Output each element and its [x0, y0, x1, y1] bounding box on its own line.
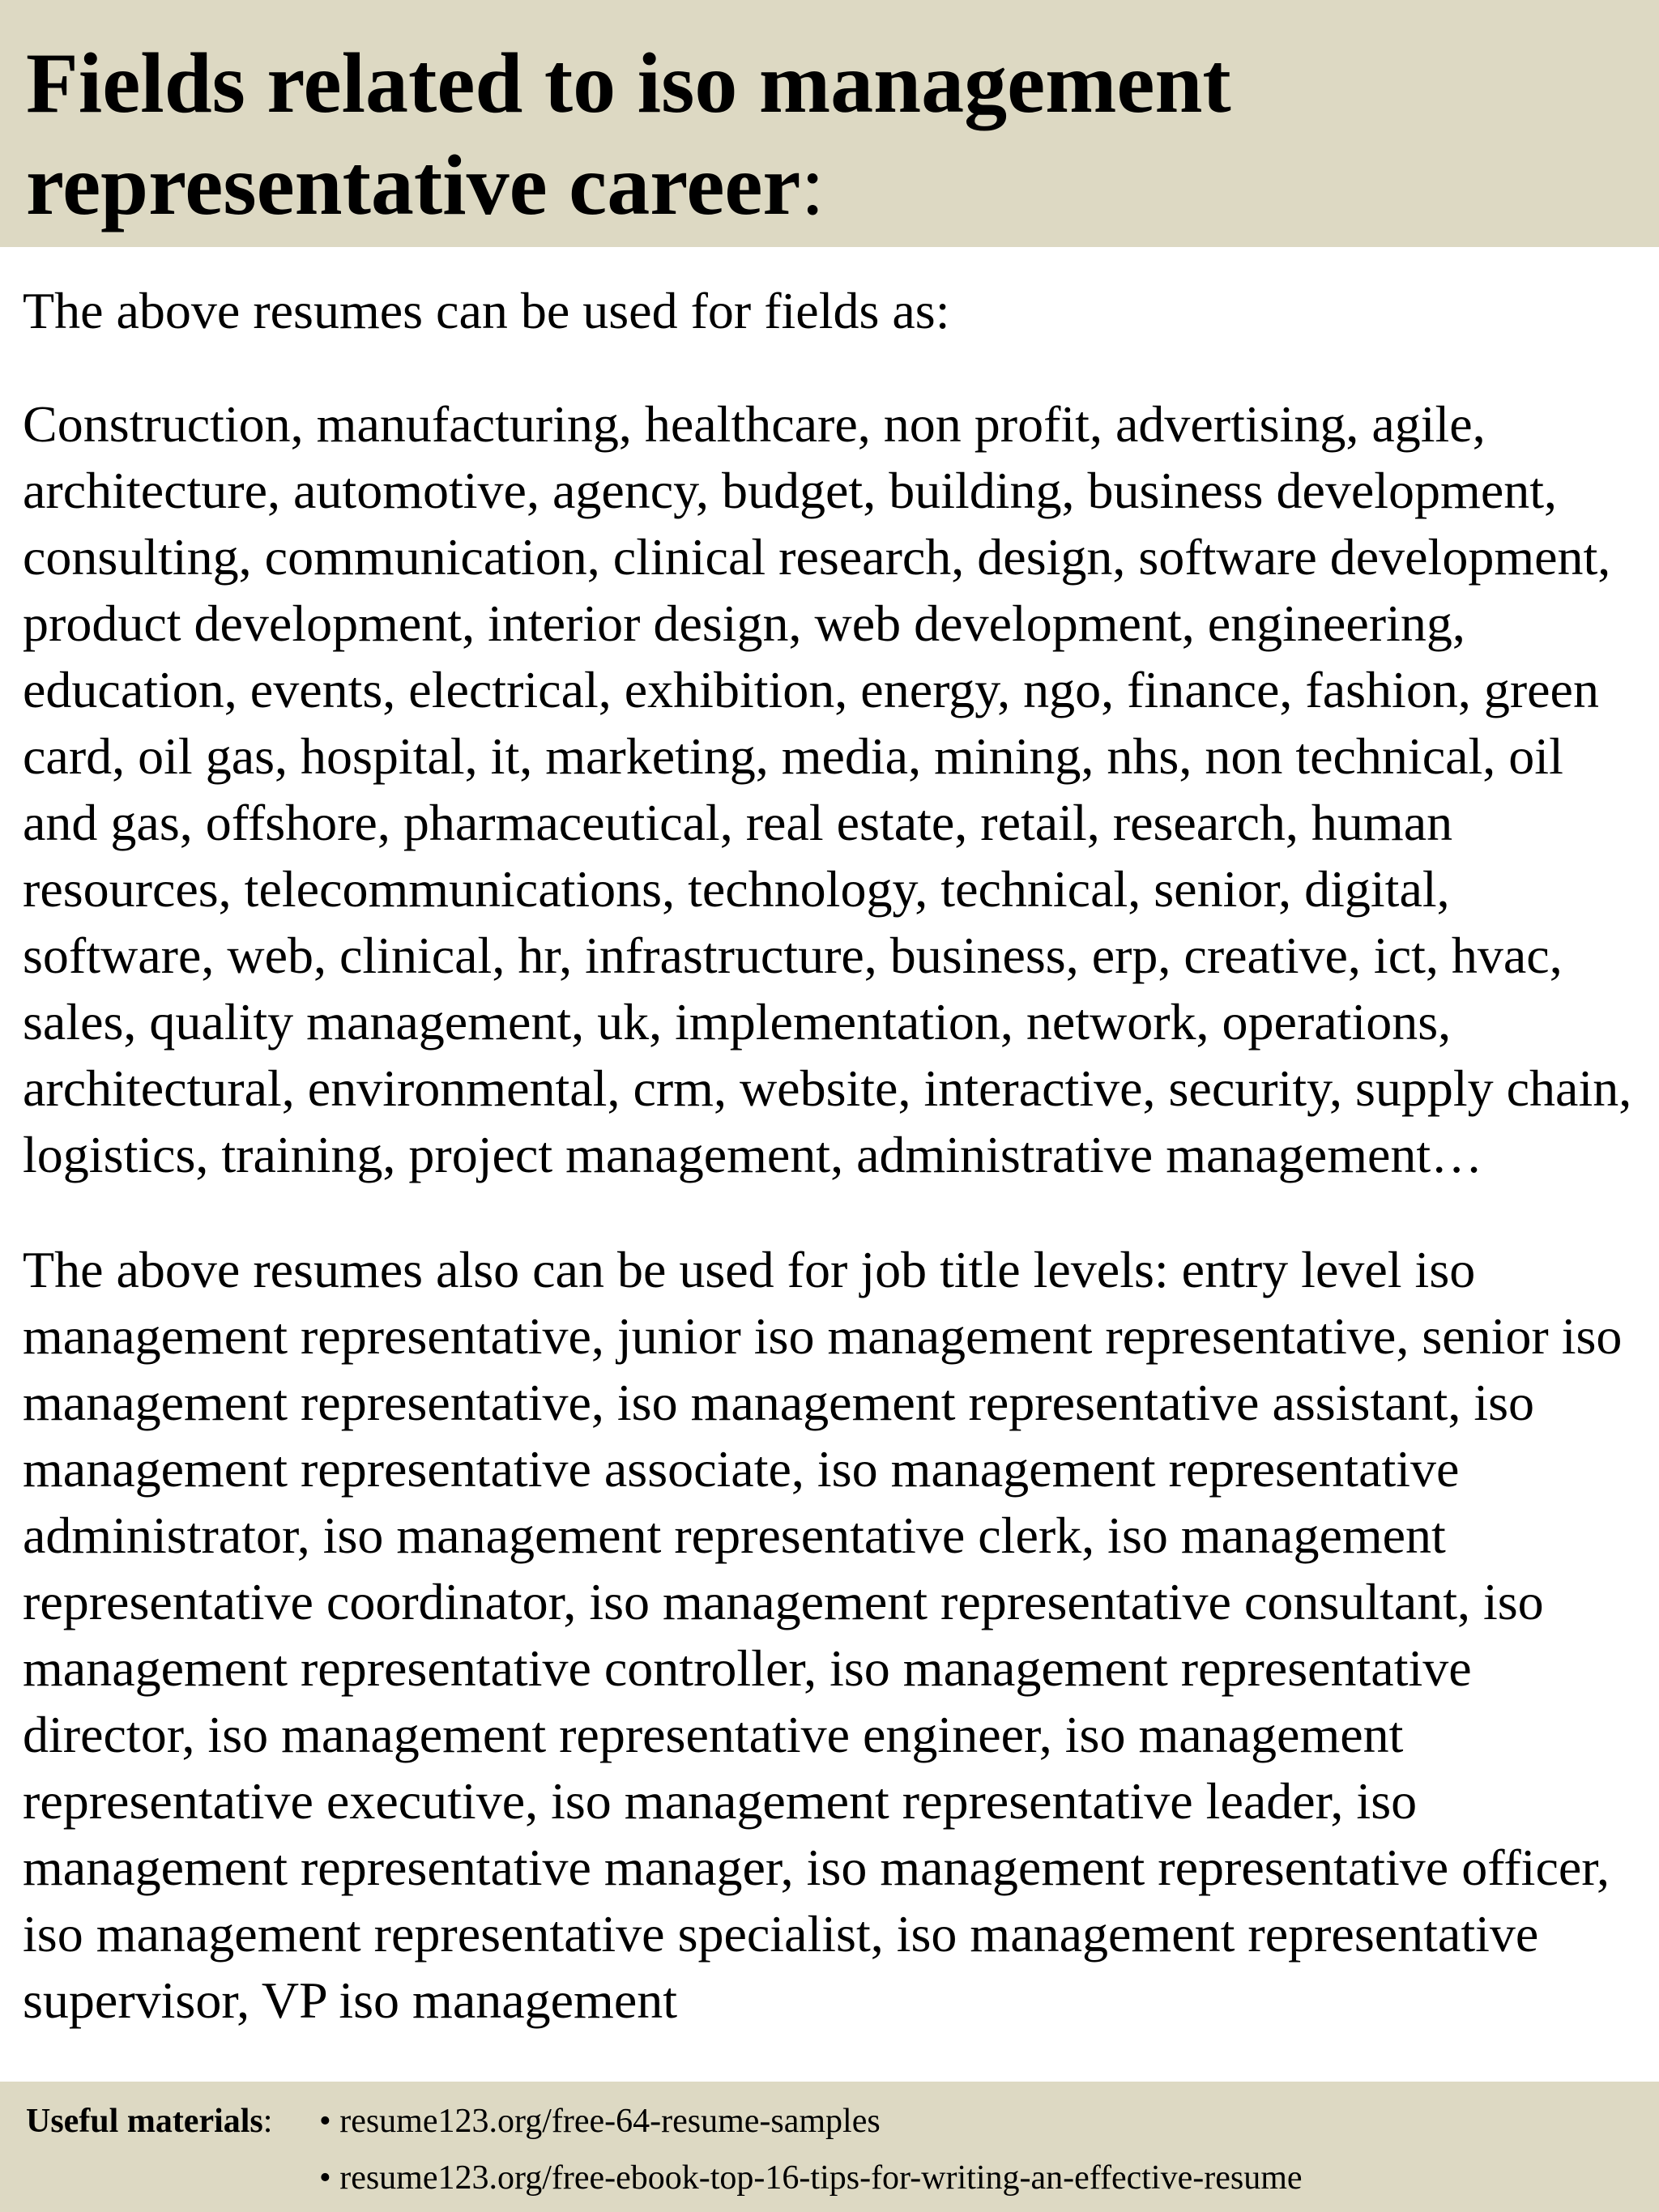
page-title: [26, 32, 1565, 237]
useful-materials-footer: [0, 2082, 1659, 2212]
useful-materials-colon: :: [262, 2103, 273, 2140]
page-title-colon: :: [800, 138, 825, 232]
job-levels-paragraph: The above resumes also can be used for job title levels: entry level iso management representative, junior iso management representative, senior iso management representative, iso management representative assistant, iso management representative associate, iso management representative administrator, iso management representative clerk, iso management representative coordinator, iso management representative consultant, iso management representative controller, iso management representative director, iso management representative engineer, iso management representative executive, iso management representative leader, iso management representative manager, iso management representative officer, iso management representative specialist, iso management representative supervisor, VP iso management: [23, 1241, 1623, 2029]
useful-materials-label-text: Useful materials: [26, 2103, 263, 2140]
resume-tips-ebook-link[interactable]: • resume123.org/free-ebook-top-16-tips-for-writing-an-effective-resume: [319, 2159, 1303, 2197]
intro-paragraph: The above resumes can be used for fields as:: [23, 282, 950, 339]
main-content: [23, 278, 1643, 2082]
page-title-text: Fields related to iso management representative career: [26, 36, 1231, 232]
title-band: [0, 0, 1659, 247]
resume-samples-link[interactable]: • resume123.org/free-64-resume-samples: [319, 2103, 881, 2140]
useful-materials-label: [26, 2093, 272, 2150]
fields-list-paragraph: Construction, manufacturing, healthcare, non profit, advertising, agile, architecture, automotive, agency, budget, building, business development, consulting, communication, clinical research, design, software development, product development, interior design, web development, engineering, education, events, electrical, exhibition, energy, ngo, finance, fashion, green card, oil gas, hospital, it, marketing, media, mining, nhs, non technical, oil and gas, offshore, pharmaceutical, real estate, retail, research, human resources, telecommunications, technology, technical, senior, digital, software, web, clinical, hr, infrastructure, business, erp, creative, ict, hvac, sales, quality management, uk, implementation, network, operations, architectural, environmental, crm, website, interactive, security, supply chain, logistics, training, project management, administrative management…: [23, 395, 1632, 1183]
